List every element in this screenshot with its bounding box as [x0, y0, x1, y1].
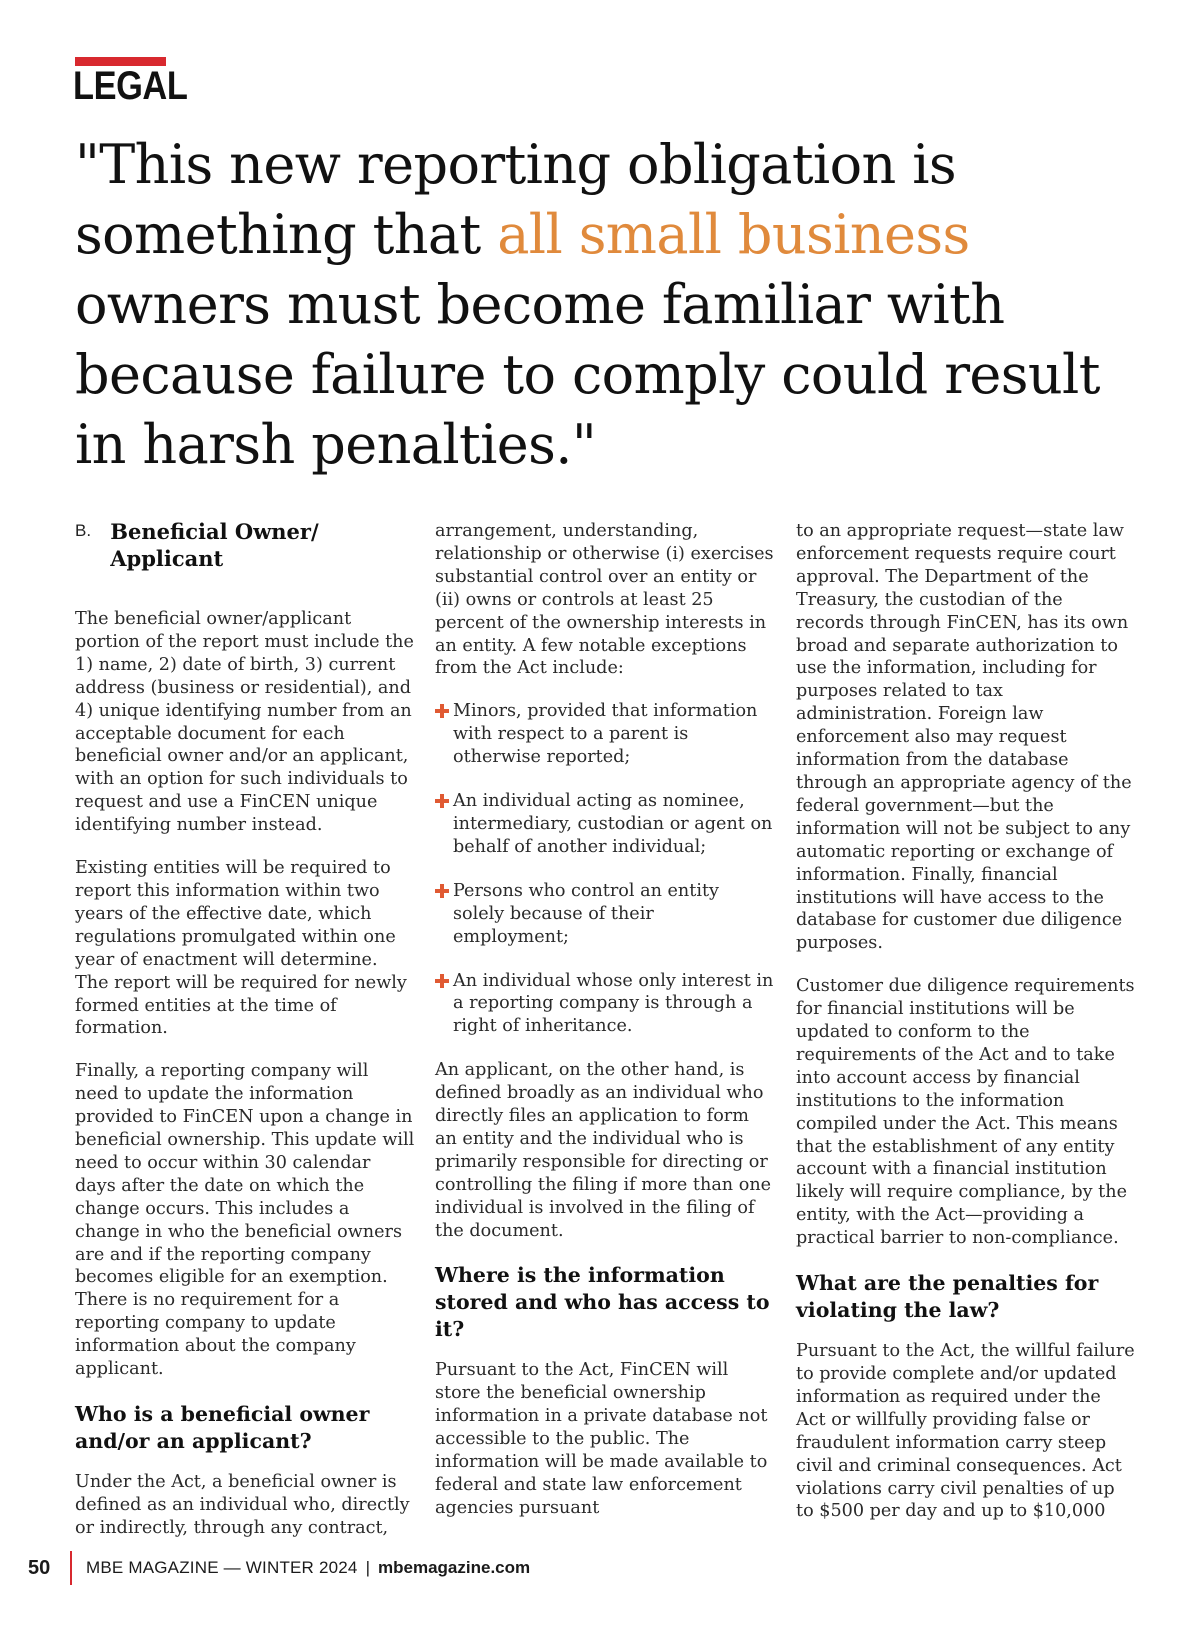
section-heading: Where is the information stored and who has access to it? [435, 1263, 770, 1342]
magazine-url[interactable]: mbemagazine.com [378, 1558, 531, 1577]
pull-quote-end: owners must become familiar with because failure to comply could result in harsh penalties." [75, 273, 1100, 476]
paragraph: arrangement, understanding, relationship or otherwise (i) exercises substantial control over an entity or (ii) owns or controls at least 25 percent of the ownership interests in an entity. A few notable exceptions from the Act include: [435, 521, 774, 679]
list-item-text: An individual acting as nominee, intermediary, custodian or agent on behalf of another individual; [453, 791, 773, 857]
paragraph: The beneficial owner/applicant portion of the report must include the 1) name, 2) date of birth, 3) current address (business or residential), and 4) unique identifying number from an acceptable document for each beneficial owner and/or an applicant, with an option for such individuals to request and use a FinCEN unique identifying number instead. [75, 609, 414, 836]
subsection-letter: B. [75, 521, 92, 540]
list-item-text: An individual whose only interest in a reporting company is through a right of inheritance. [453, 970, 774, 1037]
subsection-heading [75, 518, 415, 572]
paragraph: to an appropriate request—state law enforcement requests require court approval. The Department of the Treasury, the custodian of the records through FinCEN, has its own broad and separate authorization to use the information, including for purposes related to tax administration. Foreign law enforcement also may request information from the database through an appropriate agency of the federal government—but the information will not be subject to any automatic reporting or exchange of information. Finally, financial institutions will have access to the database for customer due diligence purposes. [796, 521, 1132, 954]
footer-separator: | [365, 1558, 371, 1577]
article-column-1 [75, 518, 415, 1560]
paragraph: Customer due diligence requirements for financial institutions will be updated to conform to the requirements of the Act and to take into account access by financial institutions to the information compiled under the Act. This means that the establishment of any entity account with a financial institution likely will require compliance, by the entity, with the Act—providing a practical barrier to non-compliance. [796, 976, 1135, 1249]
list-item [435, 880, 775, 949]
article-column-2 [435, 520, 775, 1540]
plus-icon [435, 884, 449, 898]
page-footer [28, 1551, 530, 1585]
subsection-title: Beneficial Owner/ Applicant [110, 519, 319, 571]
list-item [435, 790, 775, 859]
list-item-text: Minors, provided that information with respect to a parent is otherwise reported; [453, 701, 758, 768]
pull-quote-highlight: all small business [497, 203, 970, 266]
exceptions-list [435, 700, 775, 1038]
pull-quote-start: "This new reporting obligation is something that [75, 133, 957, 266]
plus-icon [435, 974, 449, 988]
paragraph: Finally, a reporting company will need to update the information provided to FinCEN upon a change in beneficial ownership. This update will need to occur within 30 calendar days after the date on which the change occurs. This includes a change in who the beneficial owners are and if the reporting company becomes eligible for an exemption. There is no requirement for a reporting company to update information about the company applicant. [75, 1061, 415, 1380]
section-heading: Who is a beneficial owner and/or an applicant? [75, 1402, 370, 1453]
magazine-issue: MBE MAGAZINE — WINTER 2024 [86, 1558, 358, 1577]
plus-icon [435, 794, 449, 808]
list-item-text: Persons who control an entity solely because of their employment; [453, 880, 719, 947]
section-label: LEGAL [73, 64, 188, 108]
article-column-3 [796, 520, 1136, 1543]
paragraph: Pursuant to the Act, FinCEN will store the beneficial ownership information in a private database not accessible to the public. The information will be made available to federal and state law enforcement agencies pursuant [435, 1360, 768, 1518]
page-number: 50 [28, 1556, 51, 1579]
paragraph: Existing entities will be required to report this information within two years of the effective date, which regulations promulgated within one year of enactment will determine. The report will be required for newly formed entities at the time of formation. [75, 858, 407, 1039]
section-heading: What are the penalties for violating the law? [796, 1271, 1099, 1323]
paragraph: Under the Act, a beneficial owner is defined as an individual who, directly or indirectly, through any contract, [75, 1472, 410, 1538]
pull-quote [75, 130, 1155, 480]
list-item [435, 700, 775, 769]
footer-divider [70, 1551, 72, 1585]
paragraph: Pursuant to the Act, the willful failure to provide complete and/or updated information as required under the Act or willfully providing false or fraudulent information carry steep civil and criminal consequences. Act violations carry civil penalties of up to $500 per day and up to $10,000 [796, 1341, 1135, 1522]
paragraph: An applicant, on the other hand, is defined broadly as an individual who directly files an application to form an entity and the individual who is primarily responsible for directing or controlling the filing if more than one individual is involved in the filing of the document. [435, 1060, 772, 1241]
list-item [435, 970, 775, 1039]
plus-icon [435, 704, 449, 718]
